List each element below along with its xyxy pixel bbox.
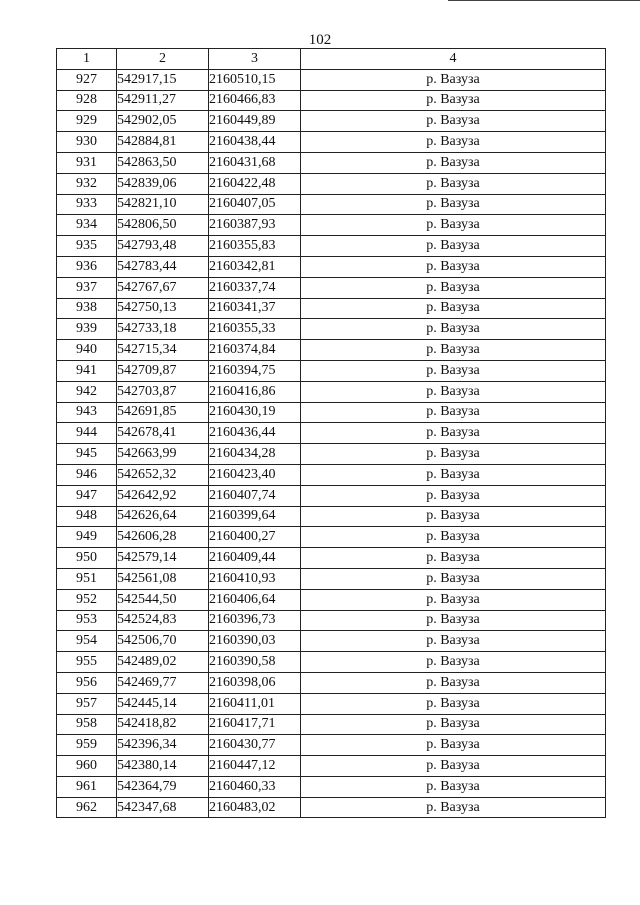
point-number-cell: 948 xyxy=(57,506,117,527)
y-coordinate-cell: 2160422,48 xyxy=(209,173,301,194)
description-cell: р. Вазуза xyxy=(301,464,606,485)
y-coordinate-cell: 2160449,89 xyxy=(209,111,301,132)
y-coordinate-cell: 2160341,37 xyxy=(209,298,301,319)
table-row xyxy=(57,152,606,173)
x-coordinate-cell: 542733,18 xyxy=(117,319,209,340)
description-cell: р. Вазуза xyxy=(301,90,606,111)
description-cell: р. Вазуза xyxy=(301,277,606,298)
y-coordinate-cell: 2160417,71 xyxy=(209,714,301,735)
point-number-cell: 952 xyxy=(57,589,117,610)
y-coordinate-cell: 2160430,19 xyxy=(209,402,301,423)
y-coordinate-cell: 2160399,64 xyxy=(209,506,301,527)
table-row xyxy=(57,506,606,527)
y-coordinate-cell: 2160355,33 xyxy=(209,319,301,340)
table-row xyxy=(57,381,606,402)
description-cell: р. Вазуза xyxy=(301,402,606,423)
x-coordinate-cell: 542703,87 xyxy=(117,381,209,402)
x-coordinate-cell: 542793,48 xyxy=(117,236,209,257)
table-row xyxy=(57,797,606,818)
y-coordinate-cell: 2160423,40 xyxy=(209,464,301,485)
y-coordinate-cell: 2160390,03 xyxy=(209,631,301,652)
x-coordinate-cell: 542626,64 xyxy=(117,506,209,527)
table-row xyxy=(57,340,606,361)
y-coordinate-cell: 2160438,44 xyxy=(209,132,301,153)
point-number-cell: 938 xyxy=(57,298,117,319)
point-number-cell: 953 xyxy=(57,610,117,631)
description-cell: р. Вазуза xyxy=(301,631,606,652)
point-number-cell: 961 xyxy=(57,776,117,797)
y-coordinate-cell: 2160431,68 xyxy=(209,152,301,173)
x-coordinate-cell: 542561,08 xyxy=(117,568,209,589)
description-cell: р. Вазуза xyxy=(301,693,606,714)
x-coordinate-cell: 542821,10 xyxy=(117,194,209,215)
y-coordinate-cell: 2160409,44 xyxy=(209,548,301,569)
point-number-cell: 943 xyxy=(57,402,117,423)
table-row xyxy=(57,256,606,277)
y-coordinate-cell: 2160411,01 xyxy=(209,693,301,714)
table-row xyxy=(57,111,606,132)
x-coordinate-cell: 542691,85 xyxy=(117,402,209,423)
y-coordinate-cell: 2160447,12 xyxy=(209,756,301,777)
y-coordinate-cell: 2160396,73 xyxy=(209,610,301,631)
y-coordinate-cell: 2160416,86 xyxy=(209,381,301,402)
x-coordinate-cell: 542863,50 xyxy=(117,152,209,173)
description-cell: р. Вазуза xyxy=(301,173,606,194)
description-cell: р. Вазуза xyxy=(301,735,606,756)
point-number-cell: 949 xyxy=(57,527,117,548)
description-cell: р. Вазуза xyxy=(301,444,606,465)
table-row xyxy=(57,631,606,652)
description-cell: р. Вазуза xyxy=(301,756,606,777)
table-row xyxy=(57,589,606,610)
table-row xyxy=(57,215,606,236)
y-coordinate-cell: 2160337,74 xyxy=(209,277,301,298)
point-number-cell: 950 xyxy=(57,548,117,569)
y-coordinate-cell: 2160398,06 xyxy=(209,672,301,693)
x-coordinate-cell: 542750,13 xyxy=(117,298,209,319)
description-cell: р. Вазуза xyxy=(301,423,606,444)
x-coordinate-cell: 542642,92 xyxy=(117,485,209,506)
point-number-cell: 932 xyxy=(57,173,117,194)
page-number: 102 xyxy=(308,32,332,48)
table-row xyxy=(57,402,606,423)
description-cell: р. Вазуза xyxy=(301,319,606,340)
point-number-cell: 936 xyxy=(57,256,117,277)
description-cell: р. Вазуза xyxy=(301,714,606,735)
point-number-cell: 951 xyxy=(57,568,117,589)
x-coordinate-cell: 542709,87 xyxy=(117,360,209,381)
description-cell: р. Вазуза xyxy=(301,776,606,797)
table-row xyxy=(57,90,606,111)
y-coordinate-cell: 2160394,75 xyxy=(209,360,301,381)
y-coordinate-cell: 2160406,64 xyxy=(209,589,301,610)
point-number-cell: 944 xyxy=(57,423,117,444)
point-number-cell: 956 xyxy=(57,672,117,693)
table-row xyxy=(57,527,606,548)
description-cell: р. Вазуза xyxy=(301,215,606,236)
description-cell: р. Вазуза xyxy=(301,672,606,693)
point-number-cell: 947 xyxy=(57,485,117,506)
table-header xyxy=(57,49,606,70)
point-number-cell: 930 xyxy=(57,132,117,153)
x-coordinate-cell: 542579,14 xyxy=(117,548,209,569)
column-header-1: 1 xyxy=(57,49,117,70)
y-coordinate-cell: 2160434,28 xyxy=(209,444,301,465)
x-coordinate-cell: 542544,50 xyxy=(117,589,209,610)
x-coordinate-cell: 542783,44 xyxy=(117,256,209,277)
point-number-cell: 939 xyxy=(57,319,117,340)
description-cell: р. Вазуза xyxy=(301,381,606,402)
description-cell: р. Вазуза xyxy=(301,236,606,257)
y-coordinate-cell: 2160510,15 xyxy=(209,69,301,90)
description-cell: р. Вазуза xyxy=(301,610,606,631)
table-row xyxy=(57,464,606,485)
point-number-cell: 940 xyxy=(57,340,117,361)
description-cell: р. Вазуза xyxy=(301,506,606,527)
point-number-cell: 957 xyxy=(57,693,117,714)
point-number-cell: 935 xyxy=(57,236,117,257)
table-row xyxy=(57,714,606,735)
table-row xyxy=(57,485,606,506)
column-header-3: 3 xyxy=(209,49,301,70)
coordinates-table xyxy=(56,48,606,818)
x-coordinate-cell: 542839,06 xyxy=(117,173,209,194)
point-number-cell: 962 xyxy=(57,797,117,818)
table-row xyxy=(57,173,606,194)
table-row xyxy=(57,236,606,257)
table-row xyxy=(57,672,606,693)
x-coordinate-cell: 542715,34 xyxy=(117,340,209,361)
table-row xyxy=(57,360,606,381)
x-coordinate-cell: 542380,14 xyxy=(117,756,209,777)
point-number-cell: 933 xyxy=(57,194,117,215)
point-number-cell: 959 xyxy=(57,735,117,756)
x-coordinate-cell: 542911,27 xyxy=(117,90,209,111)
description-cell: р. Вазуза xyxy=(301,485,606,506)
column-header-2: 2 xyxy=(117,49,209,70)
y-coordinate-cell: 2160460,33 xyxy=(209,776,301,797)
description-cell: р. Вазуза xyxy=(301,194,606,215)
y-coordinate-cell: 2160483,02 xyxy=(209,797,301,818)
x-coordinate-cell: 542445,14 xyxy=(117,693,209,714)
point-number-cell: 928 xyxy=(57,90,117,111)
point-number-cell: 929 xyxy=(57,111,117,132)
description-cell: р. Вазуза xyxy=(301,797,606,818)
point-number-cell: 960 xyxy=(57,756,117,777)
table-body xyxy=(57,69,606,818)
top-rule xyxy=(448,0,640,1)
column-header-4: 4 xyxy=(301,49,606,70)
table-row xyxy=(57,756,606,777)
y-coordinate-cell: 2160374,84 xyxy=(209,340,301,361)
y-coordinate-cell: 2160400,27 xyxy=(209,527,301,548)
table-row xyxy=(57,423,606,444)
y-coordinate-cell: 2160407,05 xyxy=(209,194,301,215)
x-coordinate-cell: 542524,83 xyxy=(117,610,209,631)
description-cell: р. Вазуза xyxy=(301,132,606,153)
x-coordinate-cell: 542364,79 xyxy=(117,776,209,797)
description-cell: р. Вазуза xyxy=(301,69,606,90)
table-row xyxy=(57,652,606,673)
description-cell: р. Вазуза xyxy=(301,589,606,610)
point-number-cell: 954 xyxy=(57,631,117,652)
description-cell: р. Вазуза xyxy=(301,568,606,589)
point-number-cell: 931 xyxy=(57,152,117,173)
description-cell: р. Вазуза xyxy=(301,340,606,361)
y-coordinate-cell: 2160410,93 xyxy=(209,568,301,589)
description-cell: р. Вазуза xyxy=(301,548,606,569)
point-number-cell: 934 xyxy=(57,215,117,236)
description-cell: р. Вазуза xyxy=(301,360,606,381)
y-coordinate-cell: 2160342,81 xyxy=(209,256,301,277)
table-row xyxy=(57,610,606,631)
description-cell: р. Вазуза xyxy=(301,111,606,132)
table-row xyxy=(57,568,606,589)
x-coordinate-cell: 542396,34 xyxy=(117,735,209,756)
description-cell: р. Вазуза xyxy=(301,298,606,319)
x-coordinate-cell: 542767,67 xyxy=(117,277,209,298)
table-row xyxy=(57,735,606,756)
x-coordinate-cell: 542418,82 xyxy=(117,714,209,735)
table-row xyxy=(57,298,606,319)
description-cell: р. Вазуза xyxy=(301,527,606,548)
x-coordinate-cell: 542347,68 xyxy=(117,797,209,818)
description-cell: р. Вазуза xyxy=(301,256,606,277)
y-coordinate-cell: 2160436,44 xyxy=(209,423,301,444)
y-coordinate-cell: 2160466,83 xyxy=(209,90,301,111)
table-row xyxy=(57,277,606,298)
y-coordinate-cell: 2160407,74 xyxy=(209,485,301,506)
y-coordinate-cell: 2160355,83 xyxy=(209,236,301,257)
point-number-cell: 945 xyxy=(57,444,117,465)
x-coordinate-cell: 542489,02 xyxy=(117,652,209,673)
x-coordinate-cell: 542663,99 xyxy=(117,444,209,465)
table-row xyxy=(57,776,606,797)
x-coordinate-cell: 542678,41 xyxy=(117,423,209,444)
x-coordinate-cell: 542469,77 xyxy=(117,672,209,693)
table-row xyxy=(57,548,606,569)
y-coordinate-cell: 2160387,93 xyxy=(209,215,301,236)
x-coordinate-cell: 542652,32 xyxy=(117,464,209,485)
point-number-cell: 941 xyxy=(57,360,117,381)
x-coordinate-cell: 542806,50 xyxy=(117,215,209,236)
point-number-cell: 958 xyxy=(57,714,117,735)
point-number-cell: 927 xyxy=(57,69,117,90)
x-coordinate-cell: 542884,81 xyxy=(117,132,209,153)
point-number-cell: 946 xyxy=(57,464,117,485)
table-row xyxy=(57,444,606,465)
x-coordinate-cell: 542902,05 xyxy=(117,111,209,132)
table-row xyxy=(57,194,606,215)
y-coordinate-cell: 2160430,77 xyxy=(209,735,301,756)
point-number-cell: 955 xyxy=(57,652,117,673)
point-number-cell: 942 xyxy=(57,381,117,402)
x-coordinate-cell: 542917,15 xyxy=(117,69,209,90)
header-row xyxy=(57,49,606,70)
x-coordinate-cell: 542506,70 xyxy=(117,631,209,652)
x-coordinate-cell: 542606,28 xyxy=(117,527,209,548)
table-row xyxy=(57,69,606,90)
table-row xyxy=(57,319,606,340)
y-coordinate-cell: 2160390,58 xyxy=(209,652,301,673)
description-cell: р. Вазуза xyxy=(301,152,606,173)
table-row xyxy=(57,132,606,153)
description-cell: р. Вазуза xyxy=(301,652,606,673)
table-row xyxy=(57,693,606,714)
point-number-cell: 937 xyxy=(57,277,117,298)
